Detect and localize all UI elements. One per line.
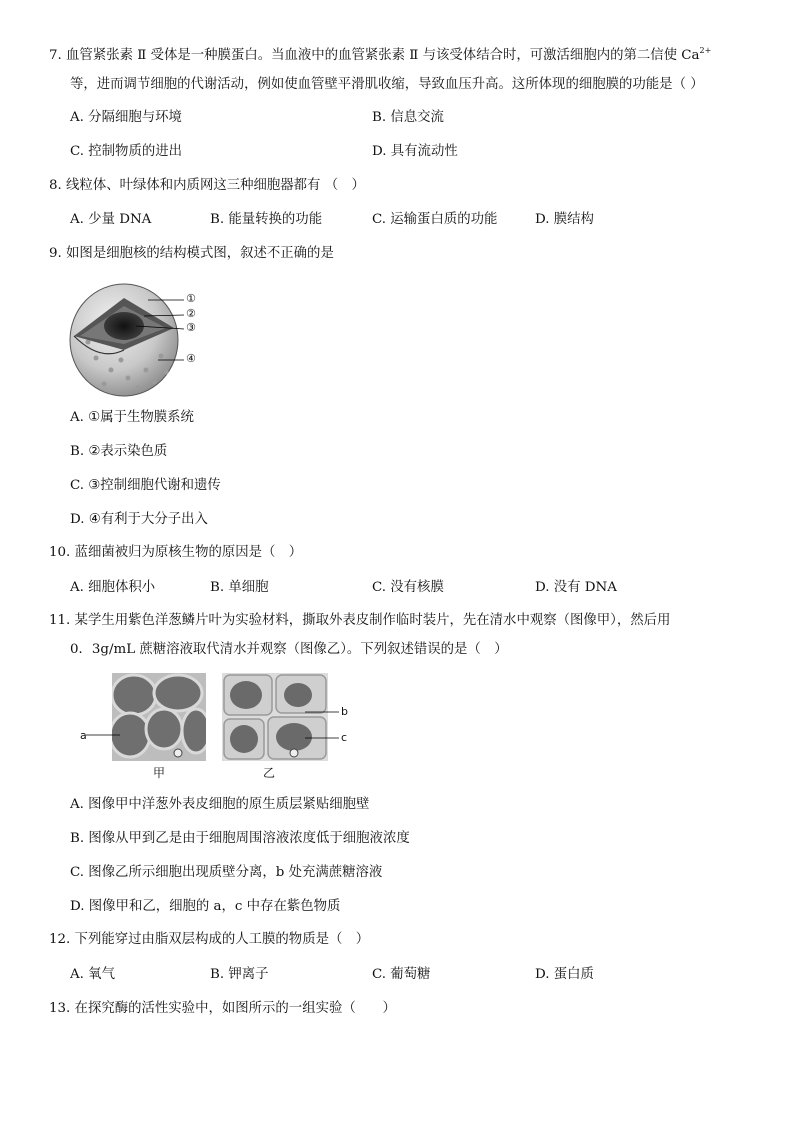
q12-option-c: C. 葡萄糖 [372, 967, 431, 982]
q10-option-b: B. 单细胞 [210, 580, 269, 595]
micrograph-jia [112, 673, 206, 761]
q9-option-c: C. ③控制细胞代谢和遗传 [70, 478, 221, 493]
q10-option-d: D. 没有 DNA [535, 580, 617, 595]
q12-option-b: B. 钾离子 [210, 967, 269, 982]
fig-caption-jia: 甲 [153, 766, 166, 780]
q8-option-b: B. 能量转换的功能 [210, 212, 323, 227]
nucleus-label-3: ③ [186, 321, 196, 334]
q7-stem-line1: 7. 血管紧张素 Ⅱ 受体是一种膜蛋白。当血液中的血管紧张素 Ⅱ 与该受体结合时，可激活细胞内的第二信使 $Ca^{2+}$ [49, 46, 712, 63]
nucleus-label-1: ① [186, 292, 196, 305]
q11-option-d: D. 图像甲和乙，细胞的 a，c 中存在紫色物质 [70, 899, 341, 914]
q10-option-c: C. 没有核膜 [372, 580, 444, 595]
q9-option-a: A. ①属于生物膜系统 [70, 410, 194, 425]
pointer-bc-lines [305, 707, 345, 741]
fig-caption-yi: 乙 [263, 766, 276, 780]
q12-option-a: A. 氧气 [70, 967, 115, 982]
q11-stem-line1: 11. 某学生用紫色洋葱鳞片叶为实验材料，撕取外表皮制作临时装片，先在清水中观察（图像甲），然后用 [49, 613, 671, 628]
q7-stem-line2: 等，进而调节细胞的代谢活动，例如使血管壁平滑肌收缩，导致血压升高。这所体现的细胞膜的功能是（ ） [70, 77, 704, 92]
nucleus-label-4: ④ [186, 352, 196, 365]
q9-stem: 9. 如图是细胞核的结构模式图，叙述不正确的是 [49, 246, 334, 261]
nucleus-label-2: ② [186, 307, 196, 320]
q11-stem-line2: 0．3g/mL 蔗糖溶液取代清水并观察（图像乙）。下列叙述错误的是（ ） [70, 642, 508, 657]
q9-option-d: D. ④有利于大分子出入 [70, 512, 208, 527]
fig-label-c: c [341, 731, 348, 744]
q13-stem: 13. 在探究酶的活性实验中，如图所示的一组实验（ ） [49, 1001, 396, 1016]
q10-stem: 10. 蓝细菌被归为原核生物的原因是（ ） [49, 545, 303, 560]
q9-option-b: B. ②表示染色质 [70, 444, 168, 459]
q12-option-d: D. 蛋白质 [535, 967, 594, 982]
q12-stem: 12. 下列能穿过由脂双层构成的人工膜的物质是（ ） [49, 932, 370, 947]
q11-option-a: A. 图像甲中洋葱外表皮细胞的原生质层紧贴细胞壁 [70, 797, 370, 812]
q8-option-c: C. 运输蛋白质的功能 [372, 212, 498, 227]
q7-option-d: D. 具有流动性 [372, 144, 458, 159]
q11-option-b: B. 图像从甲到乙是由于细胞周围溶液浓度低于细胞液浓度 [70, 831, 410, 846]
q11-option-c: C. 图像乙所示细胞出现质壁分离，b 处充满蔗糖溶液 [70, 865, 383, 880]
q7-option-c: C. 控制物质的进出 [70, 144, 183, 159]
fig-label-a: a [80, 729, 87, 742]
q8-stem: 8. 线粒体、叶绿体和内质网这三种细胞器都有 （ ） [49, 178, 365, 193]
q8-option-d: D. 膜结构 [535, 212, 594, 227]
q10-option-a: A. 细胞体积小 [70, 580, 156, 595]
q8-option-a: A. 少量 DNA [70, 212, 152, 227]
fig-label-b: b [341, 705, 348, 718]
q7-option-b: B. 信息交流 [372, 110, 444, 125]
q7-option-a: A. 分隔细胞与环境 [70, 110, 182, 125]
